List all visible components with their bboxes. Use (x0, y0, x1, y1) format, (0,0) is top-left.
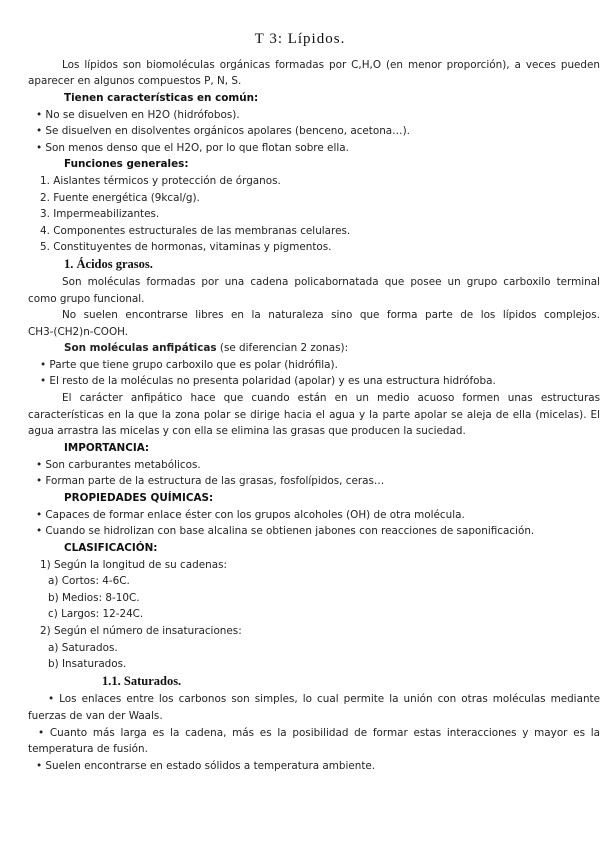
list-item: 1. Aislantes térmicos y protección de órganos. (40, 175, 281, 187)
list-item: 4. Componentes estructurales de las membranas celulares. (40, 225, 351, 237)
classification-heading: CLASIFICACIÓN: (64, 542, 158, 554)
chemical-heading: PROPIEDADES QUÍMICAS: (64, 492, 214, 504)
common-heading: Tienen características en común: (64, 92, 259, 104)
list-item: 2. Fuente energética (9kcal/g). (40, 192, 200, 204)
intro-line: aparecer en algunos compuestos P, N, S. (28, 75, 242, 87)
paragraph-line: CH3-(CH2)n-COOH. (28, 326, 129, 338)
intro-line: Los lípidos son biomoléculas orgánicas formadas por C,H,O (en menor proporción), a veces pueden (62, 59, 600, 71)
importance-heading: IMPORTANCIA: (64, 442, 150, 454)
list-item: • Capaces de formar enlace éster con los grupos alcoholes (OH) de otra molécula. (36, 509, 465, 521)
list-item: • El resto de la moléculas no presenta polaridad (apolar) y es una estructura hidrófoba. (40, 375, 496, 387)
paragraph-line: Son moléculas formadas por una cadena policabornatada que posee un grupo carboxilo terminal (62, 276, 600, 288)
paragraph-line: características en la que la zona polar se dirige hacia el agua y la parte apolar se aleja de ella (micelas). El (28, 409, 600, 421)
classification-criterion: 2) Según el número de insaturaciones: (40, 625, 242, 637)
paragraph-line: • Los enlaces entre los carbonos son simples, lo cual permite la unión con otras moléculas mediante (48, 693, 600, 705)
amphipathic-bold: Son moléculas anfipáticas (64, 342, 217, 354)
subsection-heading: 1.1. Saturados. (102, 674, 182, 688)
list-item: b) Medios: 8-10C. (48, 592, 140, 604)
list-item: • Se disuelven en disolventes orgánicos apolares (benceno, acetona…). (36, 125, 410, 137)
paragraph-line: como grupo funcional. (28, 293, 145, 305)
paragraph-line: temperatura de fusión. (28, 743, 148, 755)
paragraph-line: agua arrastra las micelas y con ella se elimina las grasas que producen la suciedad. (28, 425, 466, 437)
list-item: b) Insaturados. (48, 658, 127, 670)
list-item: • Cuando se hidrolizan con base alcalina se obtienen jabones con reacciones de saponificación. (36, 525, 535, 537)
list-item: a) Cortos: 4-6C. (48, 575, 130, 587)
section-heading: 1. Ácidos grasos. (64, 257, 153, 271)
list-item: • Son menos denso que el H2O, por lo que flotan sobre ella. (36, 142, 349, 154)
list-item: • Forman parte de la estructura de las grasas, fosfolípidos, ceras… (36, 475, 385, 487)
list-item: 5. Constituyentes de hormonas, vitaminas y pigmentos. (40, 241, 332, 253)
classification-criterion: 1) Según la longitud de su cadenas: (40, 559, 227, 571)
paragraph-line: No suelen encontrarse libres en la naturaleza sino que forma parte de los lípidos complejos. (62, 309, 600, 321)
list-item: 3. Impermeabilizantes. (40, 208, 160, 220)
functions-heading: Funciones generales: (64, 158, 189, 170)
list-item: • Suelen encontrarse en estado sólidos a temperatura ambiente. (36, 760, 376, 772)
list-item: • Parte que tiene grupo carboxilo que es polar (hidrófila). (40, 359, 338, 371)
paragraph-line: El carácter anfipático hace que cuando están en un medio acuoso formen unas estructuras (62, 392, 600, 404)
list-item: c) Largos: 12-24C. (48, 608, 144, 620)
amphipathic-rest: (se diferencian 2 zonas): (216, 342, 349, 354)
paragraph-line: fuerzas de van der Waals. (28, 710, 163, 722)
list-item: • Son carburantes metabólicos. (36, 459, 201, 471)
amphipathic-line (64, 340, 600, 357)
list-item: • No se disuelven en H2O (hidrófobos). (36, 109, 240, 121)
paragraph-line: • Cuanto más larga es la cadena, más es la posibilidad de formar estas interacciones y mayor es la (38, 727, 600, 739)
page-title: T 3: Lípidos. (254, 31, 346, 47)
list-item: a) Saturados. (48, 642, 118, 654)
